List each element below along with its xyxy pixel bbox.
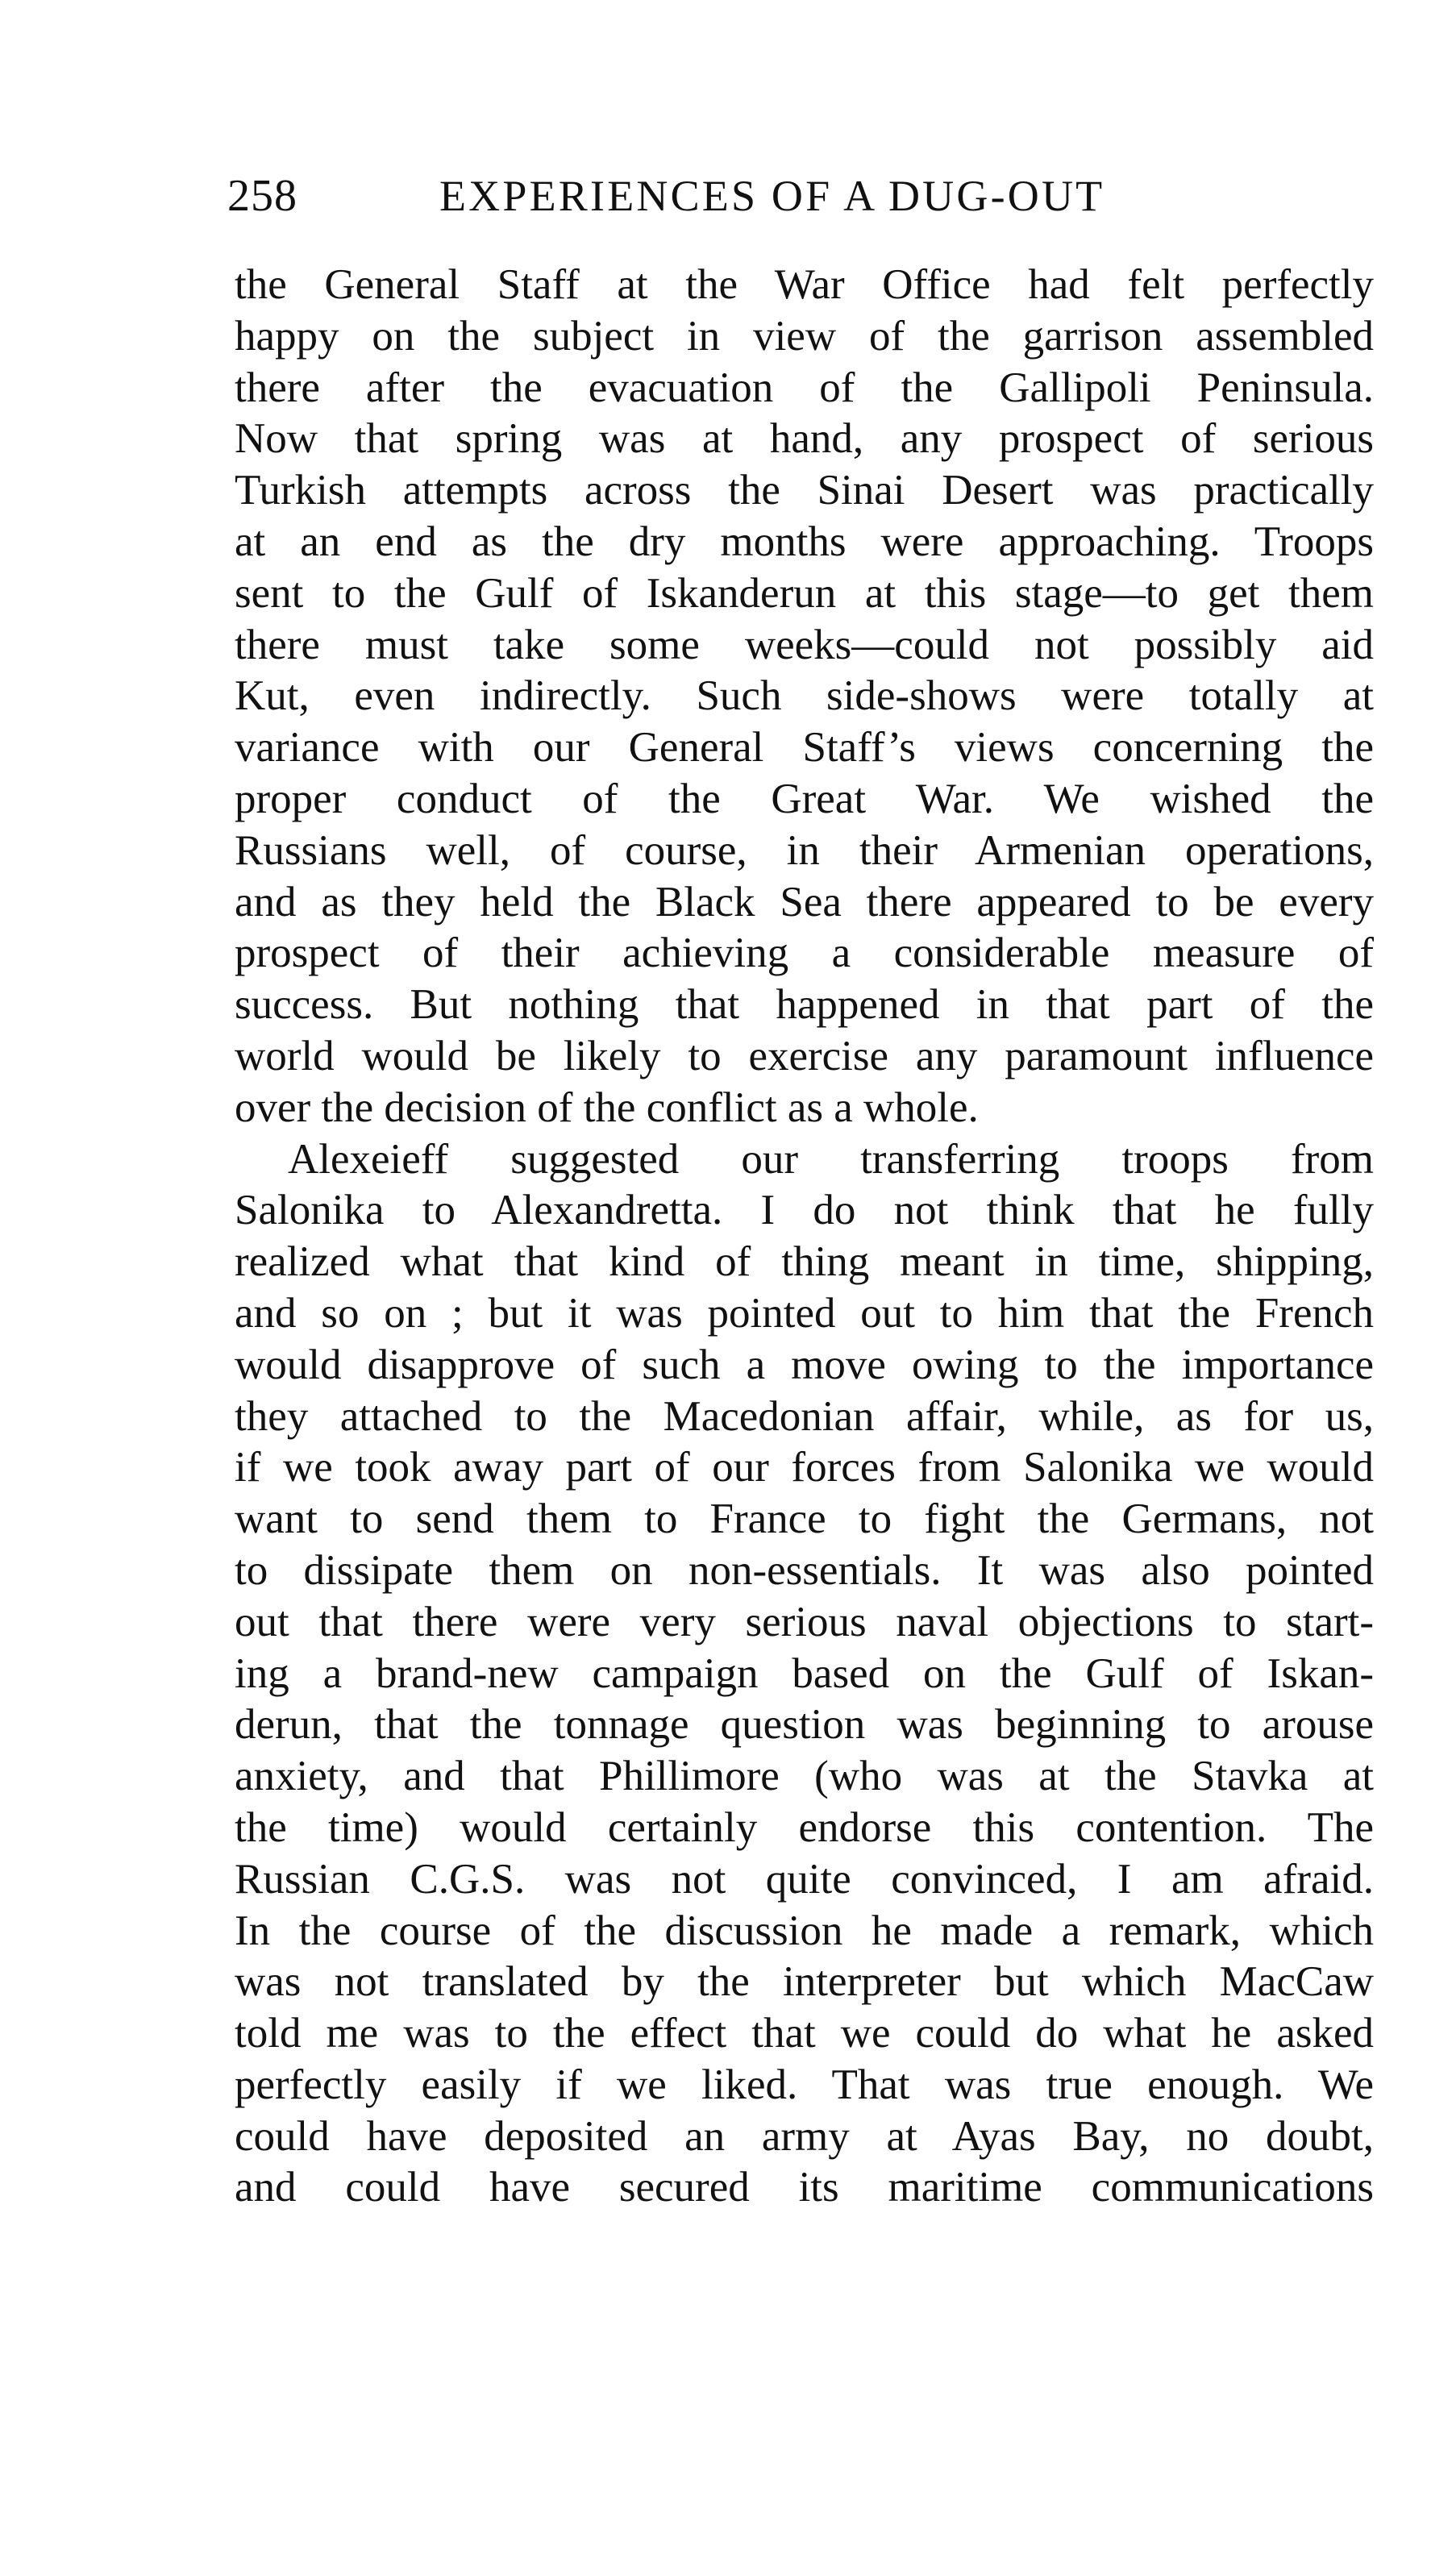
text-line: variance with our General Staff’s views concerning the <box>235 724 1374 772</box>
text-line: success. But nothing that happened in that part of the <box>235 981 1374 1029</box>
text-line: prospect of their achieving a considerable measure of <box>235 930 1374 977</box>
text-line-paragraph-start: Alexeieff suggested our transferring troops from <box>288 1135 1374 1183</box>
text-line: ing a brand-new campaign based on the Gulf of Iskan- <box>235 1649 1374 1697</box>
text-line: Turkish attempts across the Sinai Desert was practically <box>235 467 1374 514</box>
text-line: Kut, even indirectly. Such side-shows were totally at <box>235 672 1374 720</box>
body-text <box>235 260 1374 2214</box>
text-line: they attached to the Macedonian affair, while, as for us, <box>235 1392 1374 1440</box>
text-line: to dissipate them on non-essentials. It was also pointed <box>235 1546 1374 1594</box>
text-line: anxiety, and that Phillimore (who was at the Stavka at <box>235 1753 1374 1800</box>
text-line: sent to the Gulf of Iskanderun at this stage—to get them <box>235 569 1374 617</box>
text-line: and as they held the Black Sea there appeared to be every <box>235 878 1374 926</box>
running-head <box>227 168 1380 224</box>
text-line: derun, that the tonnage question was beginning to arouse <box>235 1701 1374 1749</box>
running-title: EXPERIENCES OF A DUG-OUT <box>439 172 1105 220</box>
text-line: Russians well, of course, in their Armenian operations, <box>235 826 1374 874</box>
text-line: and could have secured its maritime communications <box>235 2164 1374 2211</box>
text-line: there must take some weeks—could not possibly aid <box>235 621 1374 668</box>
text-line: happy on the subject in view of the garrison assembled <box>235 312 1374 360</box>
text-line: In the course of the discussion he made a remark, which <box>235 1907 1374 1954</box>
text-line: if we took away part of our forces from Salonika we would <box>235 1444 1374 1491</box>
text-line: the time) would certainly endorse this contention. The <box>235 1803 1374 1851</box>
text-line: world would be likely to exercise any paramount influence <box>235 1032 1374 1079</box>
text-line: realized what that kind of thing meant in time, shipping, <box>235 1238 1374 1286</box>
page-number: 258 <box>227 171 297 221</box>
text-line: and so on ; but it was pointed out to him that the French <box>235 1289 1374 1337</box>
text-line: want to send them to France to fight the Germans, not <box>235 1495 1374 1543</box>
text-line: perfectly easily if we liked. That was true enough. We <box>235 2061 1374 2108</box>
text-line: would disapprove of such a move owing to the importance <box>235 1341 1374 1388</box>
text-line: out that there were very serious naval objections to start- <box>235 1598 1374 1645</box>
text-line-paragraph-end: over the decision of the conflict as a whole. <box>235 1084 979 1131</box>
text-line: at an end as the dry months were approaching. Troops <box>235 518 1374 565</box>
text-line: Russian C.G.S. was not quite convinced, I am afraid. <box>235 1855 1374 1903</box>
text-line: told me was to the effect that we could do what he asked <box>235 2010 1374 2057</box>
text-line: Salonika to Alexandretta. I do not think that he fully <box>235 1187 1374 1234</box>
text-line: the General Staff at the War Office had felt perfectly <box>235 261 1374 308</box>
text-line: Now that spring was at hand, any prospect of serious <box>235 415 1374 463</box>
text-line: there after the evacuation of the Gallipoli Peninsula. <box>235 364 1374 411</box>
text-line: proper conduct of the Great War. We wished the <box>235 775 1374 822</box>
text-line: could have deposited an army at Ayas Bay, no doubt, <box>235 2112 1374 2160</box>
text-line: was not translated by the interpreter but which MacCaw <box>235 1958 1374 2006</box>
